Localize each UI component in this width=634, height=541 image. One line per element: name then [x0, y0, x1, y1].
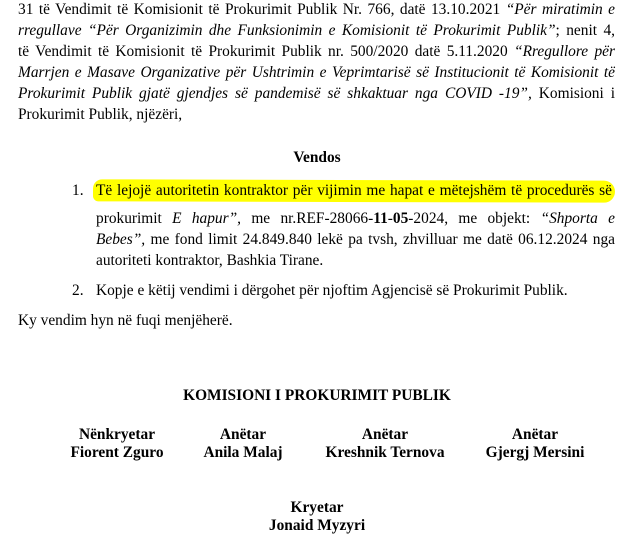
signatory-role: Anëtar: [361, 426, 409, 443]
intro-line-4: Marrjen e Masave Organizative për Ushtrimin e Veprimtarisë së Institucionit të Komisionit të: [18, 64, 615, 81]
signatory-name: Fiorent Zguro: [70, 444, 164, 461]
signatory-role: Anëtar: [511, 426, 559, 443]
decision-heading: Vendos: [293, 149, 341, 166]
chair-role: Kryetar: [290, 499, 344, 516]
intro-line-5: Prokurimit Publik gjatë gjendjes së pandemisë së shkaktuar nga COVID -19”, Komisioni i: [18, 85, 615, 102]
signatory-role: Nënkryetar: [78, 426, 156, 443]
closing-statement: Ky vendim hyn në fuqi menjëherë.: [18, 312, 233, 329]
item1-line-2: prokurimit E hapur”, me nr.REF-28066-11-05-2024, me objekt: “Shporta e: [96, 210, 615, 227]
signatory-name: Anila Malaj: [203, 444, 283, 461]
item1-number: 1.: [72, 182, 84, 199]
item2-text: Kopje e këtij vendimi i dërgohet për njoftim Agjencisë së Prokurimit Publik.: [96, 282, 568, 299]
signatory-3: [310, 426, 460, 462]
signatory-role: Anëtar: [219, 426, 267, 443]
signatory-4: [460, 426, 610, 462]
chair-name: Jonaid Myzyri: [268, 517, 366, 534]
item2-number: 2.: [72, 282, 84, 299]
intro-line-1: 31 të Vendimit të Komisionit të Prokurimit Publik Nr. 766, datë 13.10.2021 “Për miratimin e: [18, 1, 615, 18]
signatory-2: [168, 426, 318, 462]
intro-line-2: rregullave “Për Organizimin dhe Funksionimin e Komisionit të Prokurimit Publik”; nenit 4,: [18, 22, 615, 39]
signatory-name: Gjergj Mersini: [485, 444, 585, 461]
item1-line-3: Bebes”, me fond limit 24.849.840 lekë pa tvsh, zhvilluar me datë 06.12.2024 nga: [96, 231, 615, 248]
signatory-name: Kreshnik Ternova: [325, 444, 445, 461]
item1-line-4: autoriteti kontraktor, Bashkia Tirane.: [96, 252, 324, 269]
item1-line-1: Të lejojë autoritetin kontraktor për vijimin me hapat e mëtejshëm të procedurës së: [96, 182, 612, 199]
intro-line-3: të Vendimit të Komisionit të Prokurimit Publik nr. 500/2020 datë 5.11.2020 “Rregullore për: [18, 43, 615, 60]
intro-line-6: Prokurimit Publik, njëzëri,: [18, 106, 183, 123]
chair-signatory: [242, 499, 392, 535]
commission-title: KOMISIONI I PROKURIMIT PUBLIK: [183, 387, 451, 404]
